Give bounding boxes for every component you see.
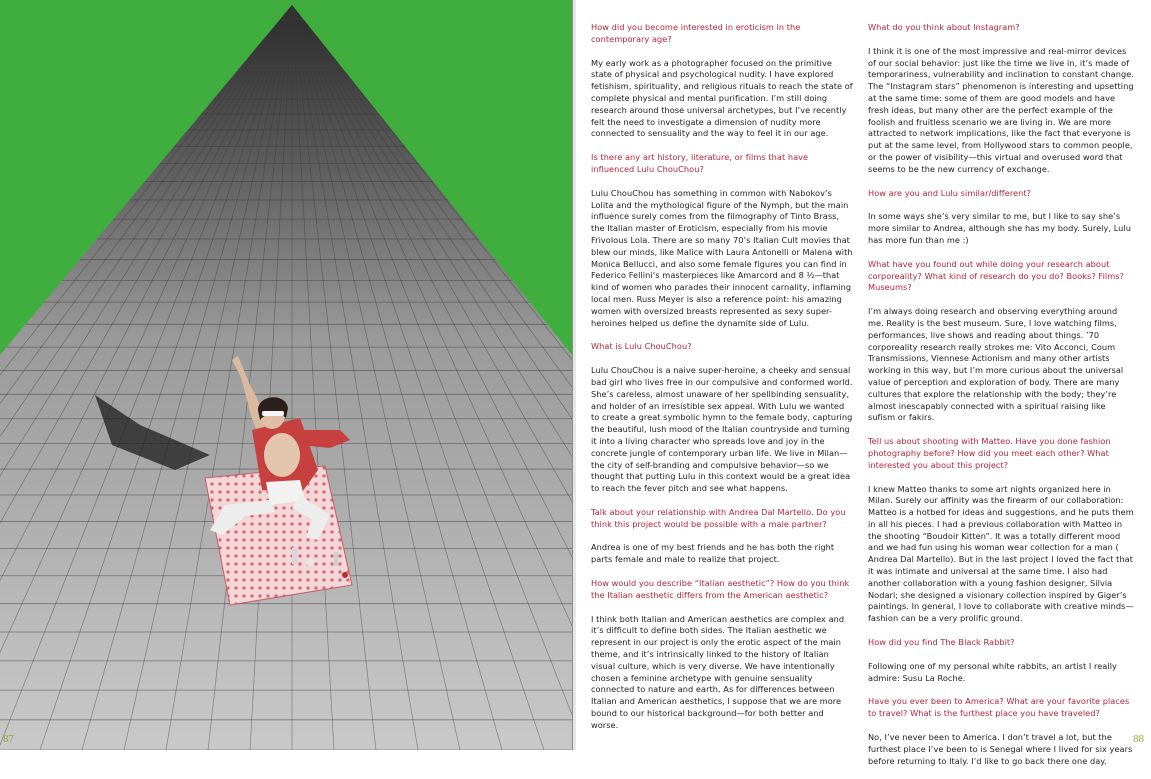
- answer: I think it is one of the most impressive and real-mirror devices of our social behavior: just like the time we live in, it’s made of temporariness, vulnerability and inclination to constant change. The “Instagram stars” phenomenon is interesting and upsetting at the same time: some of them are good models and have fresh ideas, but many other are the perfect example of the foolish and fruitless scenario we are living in. We are more attracted to network implications, like the fact that everyone is put at the same level, from Hollywood stars to common people, or the power of visibility—this virtual and overused word that seems to be the new currency of exchange.: [868, 45, 1134, 174]
- question: What do you think about Instagram?: [868, 22, 1020, 32]
- answer: Lulu ChouChou has something in common with Nabokov’s Lolita and the mythological figure of the Nymph, but the main influence surely comes from the filmography of Tinto Brass, the Italian master of Eroticism, especially from his movie Frivolous Lola. There are so many 70’s Italian Cult movies that blew our minds, like Malice with Laura Antonelli or Malena with Monica Bellucci, and also some female figures you can find in Federico Fellini’s masterpieces like Amarcord and 8 ½—that kind of women who parades their innocent carnality, inflaming local men. Russ Meyer is also a reference point: his amazing women with oversized breasts represented as sexy super-heroines helped us define the dynamite side of Lulu.: [591, 187, 853, 328]
- question: What have you found out while doing your research about corporeality? What kind of research do you do? Books? Films? Museums?: [868, 258, 1124, 293]
- question: Have you ever been to America? What are your favorite places to travel? What is the furthest place you have traveled?: [868, 696, 1130, 719]
- answer: Andrea is one of my best friends and he has both the right parts female and male to realize that project.: [591, 542, 835, 565]
- question: Tell us about shooting with Matteo. Have you done fashion photography before? How did you meet each other? What interested you about this project?: [868, 436, 1111, 470]
- interview-column-1: [591, 22, 853, 744]
- question: Is there any art history, literature, or films that have influenced Lulu ChouChou?: [591, 152, 809, 174]
- question: Talk about your relationship with Andrea Dal Martello. Do you think this project would be possible with a male partner?: [591, 506, 846, 529]
- interview-column-2: [868, 22, 1135, 779]
- question: How are you and Lulu similar/different?: [868, 187, 1032, 198]
- gutter-divider: [572, 0, 576, 750]
- answer: I think both Italian and American aesthetics are complex and it’s difficult to define both sides. The Italian aesthetic we represent in our project is only the erotic aspect of the main theme, and it’s intrinsically linked to the history of Italian visual culture, which is very diverse. We have intentionally chosen a feminine archetype with genuine sensuality connected to nature and earth. As for differences between Italian and American aesthetics, I suppose that we are more bound to our historical background—for both better and worse.: [591, 613, 845, 730]
- question: How did you become interested in eroticism in the contemporary age?: [591, 22, 801, 44]
- question: How did you find The Black Rabbit?: [868, 637, 1015, 648]
- answer: In some ways she’s very similar to me, but I like to say she’s more similar to Andrea, although she has my body. Surely, Lulu has more fun than me :): [868, 211, 1131, 245]
- answer: My early work as a photographer focused on the primitive state of physical and psychological nudity. I have explored fetishism, spirituality, and religious rituals to reach the state of complete physical and mental purification. I’m still doing research around those universal archetypes, but I’ve recently felt the need to investigate a dimension of nudity more connected to sensuality and the way to feel it in our age.: [591, 57, 853, 139]
- page-number-right: 88: [1133, 733, 1144, 745]
- question: How would you describe “Italian aesthetic”? How do you think the Italian aesthetic differs from the American aesthetic?: [591, 578, 850, 600]
- answer: No, I’ve never been to America. I don’t travel a lot, but the furthest place I’ve been to is Senegal where I lived for six years before returning to Italy. I’d like to go back there one day.: [868, 732, 1133, 766]
- photo-woman-on-blanket-on-perspective-skyscraper: [0, 0, 572, 750]
- answer: Following one of my personal white rabbits, an artist I really admire: Susu La Roche.: [868, 660, 1117, 683]
- answer: I’m always doing research and observing everything around me. Reality is the best museum. Sure, I love watching films, performances, live shows and reading about things. ’70 corporeality research really strokes me: Vito Acconci, Coum Transmissions, Viennese Actionism and many other artists working in this way, but I’m more curious about the universal value of perception and exploration of body. There are many cultures that explore the relationship with the body; they’re almost inescapably connected with a spiritual raising like sufism or fakirs.: [868, 306, 1124, 423]
- left-page-photo: [0, 0, 572, 750]
- page-number-left: 87: [3, 733, 14, 745]
- answer: Lulu ChouChou is a naive super-heroine, a cheeky and sensual bad girl who lives free in our compulsive and conformed world. She’s careless, almost unaware of her spellbinding sensuality, and holder of an irresistible sex appeal. With Lulu we wanted to create a great symbolic hymn to the female body, capturing the beautiful, lush mood of the Italian countryside and turning it into a living character who spreads love and joy in the concrete jungle of contemporary urban life. We live in Milan—the city of self-branding and compulsive behavior—so we thought that putting Lulu in this context would be a great idea to reach the fever pitch and see what happens.: [591, 365, 853, 494]
- answer: I knew Matteo thanks to some art nights organized here in Milan. Surely our affinity was the firearm of our collaboration: Matteo is a hotbed for ideas and suggestions, and he puts them in all his pieces. I had a previous collaboration with Matteo in the shooting “Boudoir Kitten”. It was a totally different mood and we had fun using his woman wear collection for a man ( Andrea Dal Martello). But in the last project I loved the fact that it was intimate and universal at the same time. I also had another collaboration with a young fashion designer, Silvia Nodari; she designed a visionary collection inspired by Giger’s paintings. In general, I love to collaborate with creative minds—fashion can be a very prolific ground.: [868, 483, 1134, 624]
- question: What is Lulu ChouChou?: [591, 341, 692, 352]
